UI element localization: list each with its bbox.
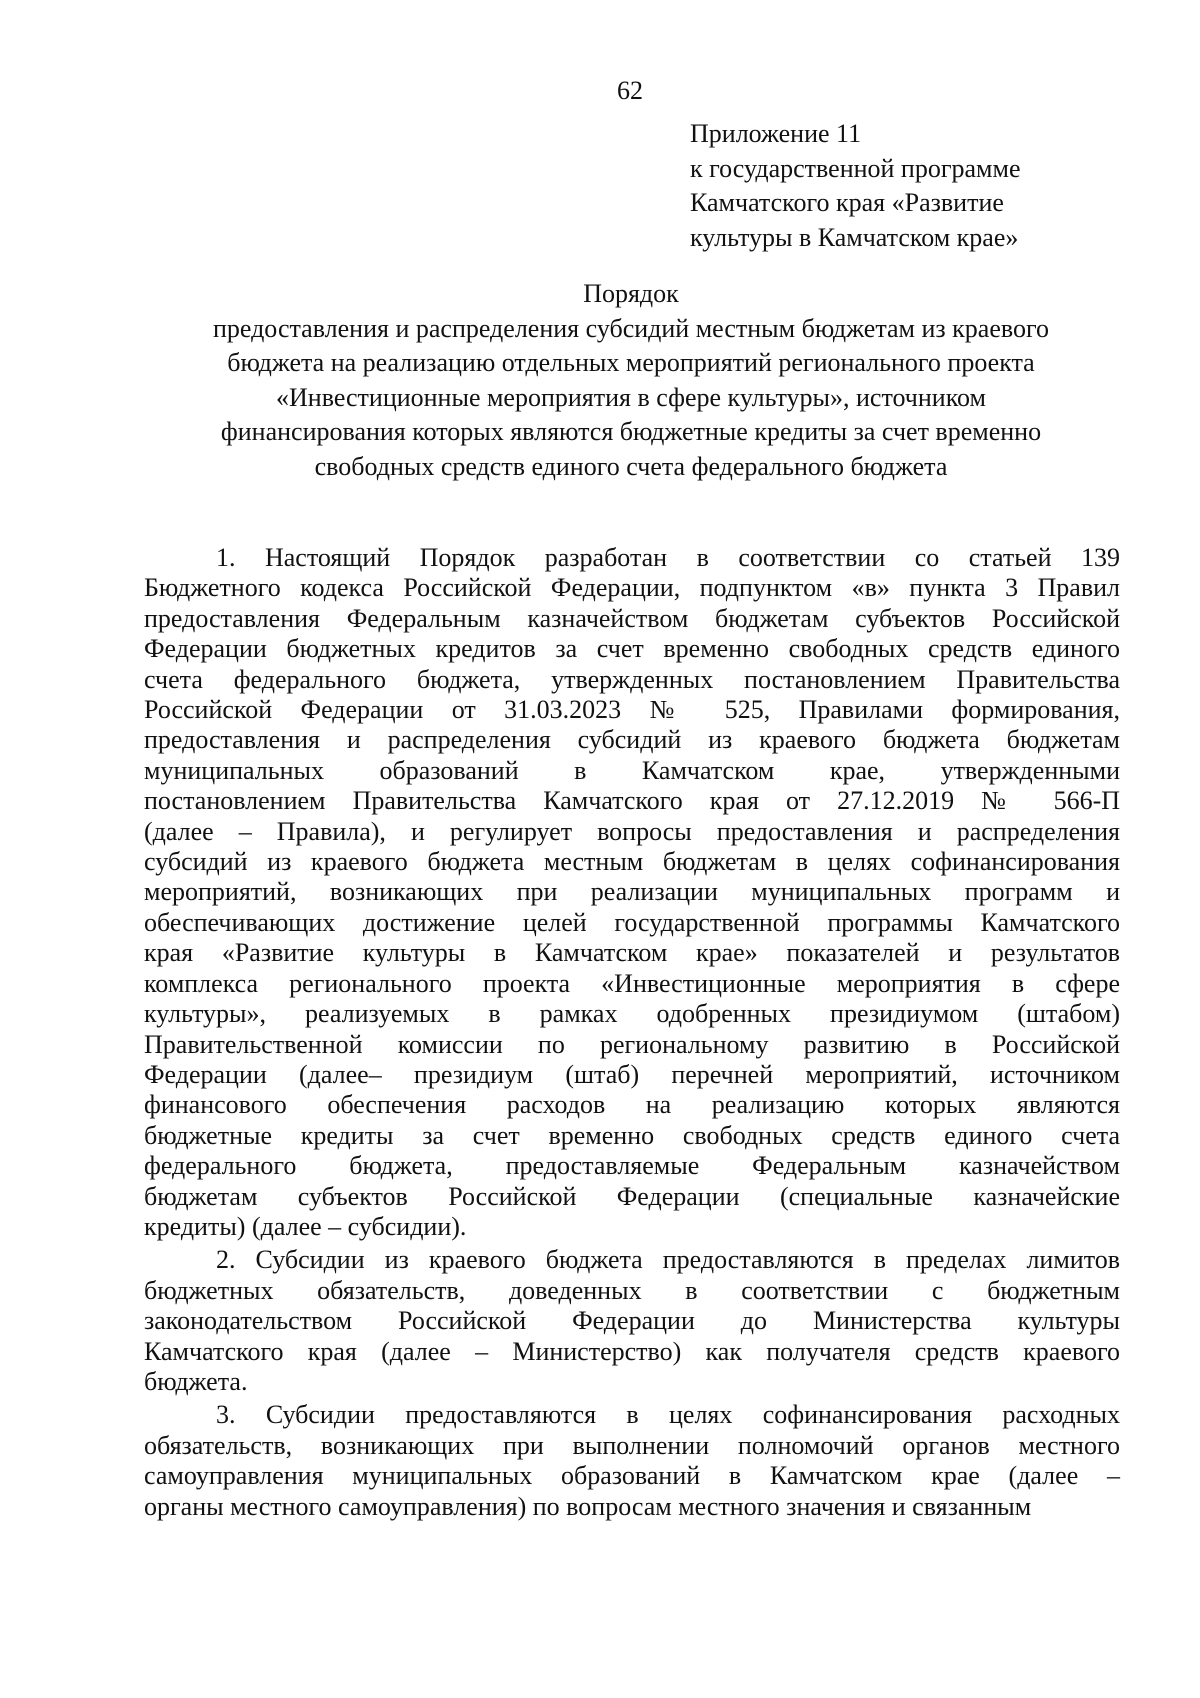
title-line: «Инвестиционные мероприятия в сфере культуры», источником	[276, 382, 986, 412]
paragraph-line: культуры», реализуемых в рамках одобренных президиумом (штабом)	[144, 999, 1120, 1029]
document-title	[144, 277, 1118, 484]
appendix-header	[690, 117, 1110, 255]
appendix-line: к государственной программе	[690, 153, 1021, 183]
title-line: бюджета на реализацию отдельных мероприятий регионального проекта	[227, 348, 1035, 377]
paragraph-1	[144, 543, 1120, 1242]
paragraph-line: самоуправления муниципальных образований в Камчатском крае (далее –	[144, 1461, 1120, 1491]
title-heading: Порядок	[583, 279, 679, 308]
paragraph-line: бюджетам субъектов Российской Федерации (специальные казначейские	[144, 1181, 1120, 1211]
paragraph-line: Бюджетного кодекса Российской Федерации, подпунктом «в» пункта 3 Правил	[144, 573, 1120, 603]
paragraph-line: предоставления и распределения субсидий из краевого бюджета бюджетам	[144, 725, 1120, 755]
paragraph-line: бюджета.	[144, 1366, 248, 1396]
paragraph-line: Камчатского края (далее – Министерство) как получателя средств краевого	[144, 1336, 1120, 1366]
paragraph-line: мероприятий, возникающих при реализации муниципальных программ и	[144, 877, 1120, 907]
appendix-line: Приложение 11	[690, 119, 862, 148]
paragraph-line: 1. Настоящий Порядок разработан в соответствии со статьей 139	[216, 543, 1120, 572]
appendix-line: Камчатского края «Развитие	[690, 188, 1004, 217]
paragraph-line: бюджетные кредиты за счет временно свободных средств единого счета	[144, 1120, 1120, 1150]
paragraph-line: Федерации бюджетных кредитов за счет временно свободных средств единого	[144, 634, 1120, 664]
paragraph-line: Федерации (далее– президиум (штаб) перечней мероприятий, источником	[144, 1059, 1120, 1089]
paragraph-line: субсидий из краевого бюджета местным бюджетам в целях софинансирования	[144, 847, 1120, 877]
paragraph-line: края «Развитие культуры в Камчатском крае» показателей и результатов	[144, 938, 1120, 968]
paragraph-line: счета федерального бюджета, утвержденных постановлением Правительства	[144, 664, 1120, 694]
paragraph-line: кредиты) (далее – субсидии).	[144, 1211, 467, 1241]
title-line: свободных средств единого счета федерального бюджета	[314, 451, 948, 481]
paragraph-line: постановлением Правительства Камчатского края от 27.12.2019 № 566-П	[144, 786, 1120, 816]
paragraph-line: обеспечивающих достижение целей государственной программы Камчатского	[144, 907, 1120, 937]
paragraph-3	[144, 1400, 1120, 1522]
paragraph-line: (далее – Правила), и регулирует вопросы предоставления и распределения	[144, 816, 1120, 846]
paragraph-line: комплекса регионального проекта «Инвестиционные мероприятия в сфере	[144, 968, 1120, 998]
paragraph-line: 3. Субсидии предоставляются в целях софинансирования расходных	[216, 1400, 1120, 1430]
title-line: финансирования которых являются бюджетные кредиты за счет временно	[220, 417, 1042, 446]
paragraph-line: Правительственной комиссии по региональному развитию в Российской	[144, 1029, 1120, 1059]
paragraph-line: муниципальных образований в Камчатском крае, утвержденными	[144, 755, 1120, 785]
paragraph-line: 2. Субсидии из краевого бюджета предоставляются в пределах лимитов	[216, 1245, 1120, 1275]
paragraph-line: органы местного самоуправления) по вопросам местного значения и связанным	[144, 1491, 1032, 1521]
paragraph-line: финансового обеспечения расходов на реализацию которых являются	[144, 1090, 1120, 1120]
title-line: предоставления и распределения субсидий местным бюджетам из краевого	[212, 313, 1050, 343]
paragraph-line: законодательством Российской Федерации до Министерства культуры	[144, 1306, 1120, 1336]
page-number: 62	[617, 76, 643, 105]
paragraph-line: бюджетных обязательств, доведенных в соответствии с бюджетным	[144, 1275, 1120, 1305]
paragraph-line: обязательств, возникающих при выполнении полномочий органов местного	[144, 1430, 1120, 1460]
paragraph-2	[144, 1245, 1120, 1397]
appendix-line: культуры в Камчатском крае»	[690, 222, 1019, 252]
document-body	[144, 543, 1120, 1522]
paragraph-line: федерального бюджета, предоставляемые Федеральным казначейством	[144, 1151, 1120, 1181]
paragraph-line: предоставления Федеральным казначейством бюджетам субъектов Российской	[144, 603, 1120, 633]
paragraph-line: Российской Федерации от 31.03.2023 № 525, Правилами формирования,	[144, 695, 1120, 725]
